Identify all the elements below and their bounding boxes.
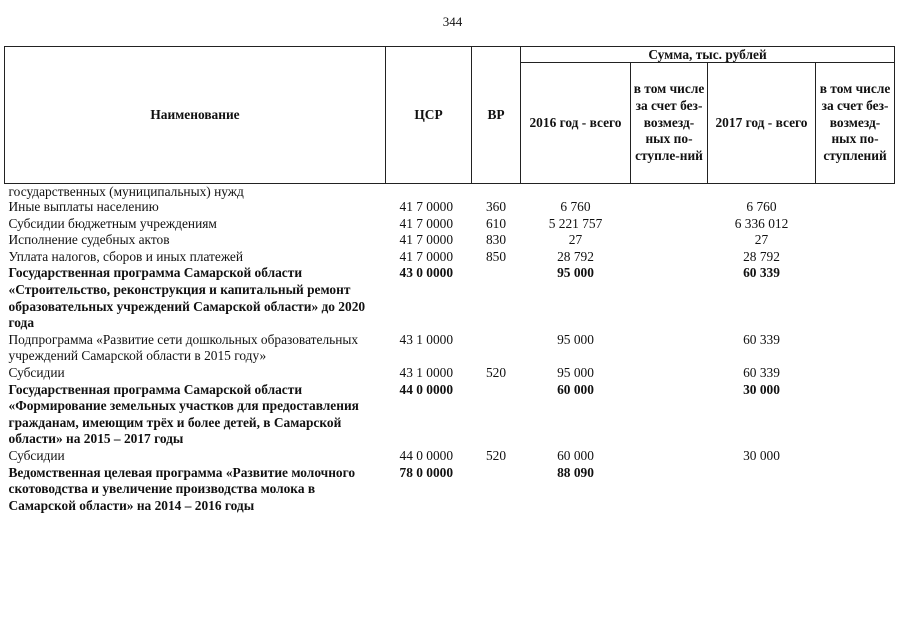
row-total-2017: 30 000 [743, 381, 780, 397]
row-free-2016 [631, 265, 708, 331]
row-csr: 43 1 0000 [399, 364, 454, 380]
row-free-2016 [631, 465, 708, 515]
row-total-2017: 60 339 [743, 265, 780, 281]
row-csr [386, 184, 472, 200]
row-total-2017 [708, 465, 816, 515]
header-free-2016: в том числе за счет без-возмезд-ных по-ступле-ний [631, 63, 708, 184]
row-vr: 610 [485, 215, 507, 231]
page-number: 344 [442, 14, 463, 29]
row-vr [472, 184, 521, 200]
row-total-2017 [708, 184, 816, 200]
row-free-2017 [816, 332, 895, 365]
row-free-2017 [816, 465, 895, 515]
row-free-2016 [631, 184, 708, 200]
row-total-2017: 27 [754, 232, 769, 248]
table-row [5, 365, 895, 382]
row-free-2016 [631, 199, 708, 216]
row-name: Субсидии [8, 364, 65, 380]
row-csr: 78 0 0000 [399, 464, 454, 480]
row-total-2016: 95 000 [557, 265, 594, 281]
row-free-2016 [631, 332, 708, 365]
row-vr: 850 [485, 248, 507, 264]
row-name: Подпрограмма «Развитие сети дошкольных образовательных учреждений Самарской области в 2015 году» [8, 331, 359, 364]
table-row [5, 216, 895, 233]
row-total-2017: 6 336 012 [734, 215, 789, 231]
row-free-2017 [816, 382, 895, 448]
row-csr: 43 1 0000 [399, 331, 454, 347]
table-row [5, 232, 895, 249]
row-csr: 44 0 0000 [399, 381, 454, 397]
row-name: Государственная программа Самарской области «Формирование земельных участков для предоставления гражданам, имеющим трёх и более детей, в Самарской области» на 2015 – 2017 годы [8, 381, 359, 447]
header-sum-group: Сумма, тыс. рублей [521, 47, 895, 63]
row-vr [472, 382, 521, 448]
row-name: Иные выплаты населению [8, 199, 159, 214]
table-row [5, 448, 895, 465]
row-total-2017: 28 792 [743, 248, 780, 264]
row-total-2016: 95 000 [557, 364, 594, 380]
row-name: государственных (муниципальных) нужд [8, 184, 244, 199]
row-name: Уплата налогов, сборов и иных платежей [8, 248, 244, 264]
row-total-2016: 6 760 [560, 199, 591, 214]
row-vr: 520 [485, 447, 507, 463]
row-free-2017 [816, 199, 895, 216]
row-total-2016 [521, 184, 631, 200]
row-free-2016 [631, 382, 708, 448]
row-free-2017 [816, 265, 895, 331]
table-row [5, 184, 895, 200]
header-total-2016: 2016 год - всего [521, 63, 631, 184]
table-row [5, 465, 895, 515]
row-free-2016 [631, 365, 708, 382]
row-csr: 41 7 0000 [399, 199, 454, 214]
row-free-2017 [816, 448, 895, 465]
row-csr: 41 7 0000 [399, 215, 454, 231]
row-free-2017 [816, 216, 895, 233]
row-name: Субсидии [8, 447, 65, 463]
table-row [5, 199, 895, 216]
row-name: Государственная программа Самарской области «Строительство, реконструкция и капитальный ремонт образовательных учреждений Самарской области» до 2020 года [8, 265, 366, 331]
row-free-2016 [631, 216, 708, 233]
row-vr [472, 465, 521, 515]
row-name: Исполнение судебных актов [8, 232, 170, 248]
row-total-2016: 28 792 [557, 248, 594, 264]
row-csr: 43 0 0000 [399, 265, 454, 281]
row-free-2017 [816, 249, 895, 266]
header-total-2017: 2017 год - всего [708, 63, 816, 184]
row-total-2017: 60 339 [743, 364, 780, 380]
row-free-2017 [816, 232, 895, 249]
table-row [5, 265, 895, 331]
row-total-2016: 60 000 [557, 381, 594, 397]
row-total-2016: 60 000 [557, 447, 594, 463]
table-row [5, 249, 895, 266]
row-total-2017: 6 760 [746, 199, 777, 214]
header-vr: ВР [472, 47, 521, 184]
row-total-2016: 95 000 [557, 331, 594, 347]
row-free-2017 [816, 184, 895, 200]
header-csr: ЦСР [386, 47, 472, 184]
row-total-2017: 60 339 [743, 331, 780, 347]
budget-table [4, 46, 895, 514]
row-total-2016: 27 [568, 232, 583, 248]
row-csr: 41 7 0000 [399, 232, 454, 248]
row-vr: 520 [485, 364, 507, 380]
table-row [5, 382, 895, 448]
row-name: Субсидии бюджетным учреждениям [8, 215, 217, 231]
row-free-2016 [631, 249, 708, 266]
row-vr [472, 265, 521, 331]
row-vr: 360 [485, 199, 507, 214]
row-total-2016: 88 090 [557, 464, 594, 480]
row-total-2017: 30 000 [743, 447, 780, 463]
row-name: Ведомственная целевая программа «Развитие молочного скотоводства и увеличение производства молока в Самарской области» на 2014 – 2016 годы [8, 464, 356, 513]
table-row [5, 332, 895, 365]
header-name: Наименование [5, 47, 386, 184]
row-csr: 44 0 0000 [399, 447, 454, 463]
row-free-2017 [816, 365, 895, 382]
row-csr: 41 7 0000 [399, 248, 454, 264]
row-total-2016: 5 221 757 [548, 215, 603, 231]
row-vr [472, 332, 521, 365]
header-free-2017: в том числе за счет без-возмезд-ных по-ступлений [816, 63, 895, 184]
row-vr: 830 [485, 232, 507, 248]
row-free-2016 [631, 448, 708, 465]
row-free-2016 [631, 232, 708, 249]
